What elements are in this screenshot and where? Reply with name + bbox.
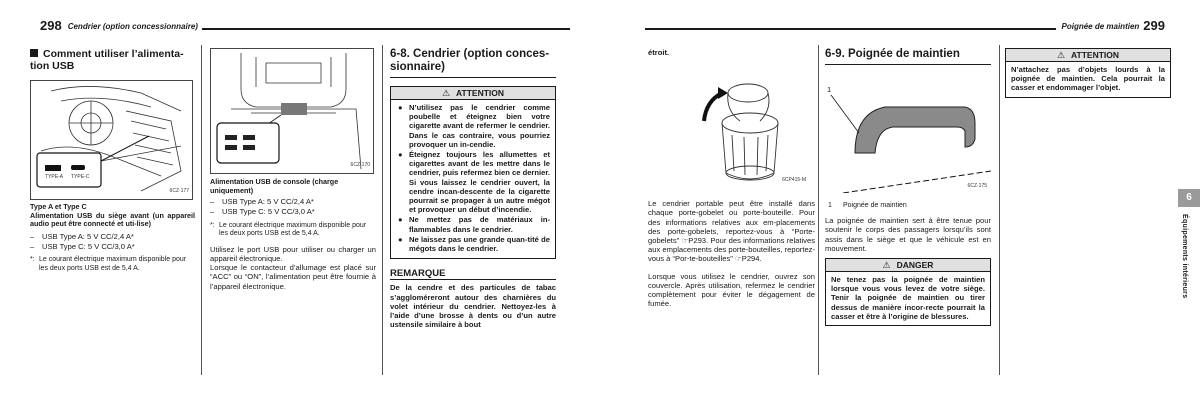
right-col-1 xyxy=(648,48,815,308)
page-number: 299 xyxy=(1143,18,1165,33)
remark-section xyxy=(390,269,556,329)
body-paragraph: Le cendrier portable peut être installé dans chaque porte-gobelet ou porte-bouteille. Pour des informations relatives aux em-placements des porte-gobelets, reportez-vous à “Porte-gobelets” ☞P293. Pour des informations relatives aux emplacements des porte-bouteilles, reportez-vous à “Por-te-bouteilles” ☞P294. xyxy=(648,199,815,264)
body-paragraph: La poignée de maintien sert à être tenue pour soutenir le corps des passagers lorsqu’ils sont assis dans le siège et que le véhicule est en mouvement. xyxy=(825,216,991,253)
header-rule xyxy=(202,28,570,30)
figure-code: 6CZ·175 xyxy=(967,182,987,189)
list-item: – USB Type C: 5 V CC/3,0 A* xyxy=(30,241,135,251)
left-col-2 xyxy=(210,48,376,291)
chapter-tab: 6 xyxy=(1178,189,1200,207)
column-divider xyxy=(999,45,1000,375)
chapter-label: Équipements intérieurs xyxy=(1181,214,1188,299)
figure-code: 6CZ·170 xyxy=(350,161,370,168)
callout-number: 1 xyxy=(827,85,832,94)
footnote: *: Le courant électrique maximum disponible pour les deux ports USB est de 5,4 A. xyxy=(30,256,187,272)
warning-header: ⚠ ATTENTION xyxy=(1006,49,1170,62)
figure-code: 6CZ·177 xyxy=(169,187,189,194)
figure-front-seat-usb xyxy=(30,80,193,200)
square-bullet-icon xyxy=(30,49,38,57)
danger-box xyxy=(825,258,991,326)
usb-label-a: TYPE-A xyxy=(45,174,64,180)
running-title: Cendrier (option concessionnaire) xyxy=(67,22,198,31)
warning-box xyxy=(1005,48,1171,98)
ashtray-illustration xyxy=(648,63,814,193)
list-item: – USB Type A: 5 V CC/2,4 A* xyxy=(30,231,134,241)
figure-grab-handle xyxy=(825,73,991,193)
warning-box xyxy=(390,86,556,259)
usb-spec-list xyxy=(210,197,376,216)
danger-body: Ne tenez pas la poignée de maintien lorsque vous vous levez de votre siège. Tenir la poignée de maintien ou tirer dessus de manière incor-recte pourrait la casser et être à l’origine de blessures. xyxy=(831,275,985,321)
danger-header: ⚠ DANGER xyxy=(826,259,990,272)
list-item: ● Ne mettez pas de matériaux in-flammables dans le cendrier. xyxy=(398,215,550,234)
body-paragraph: Utilisez le port USB pour utiliser ou charger un appareil électronique. xyxy=(210,244,376,263)
figure-console-usb xyxy=(210,48,374,174)
column-divider xyxy=(201,45,202,375)
right-col-3 xyxy=(1005,48,1171,98)
warning-triangle-icon: ⚠ xyxy=(882,260,891,271)
body-paragraph: Lorsque le contacteur d’allumage est placé sur “ACC” ou “ON”, l’alimentation peut être fournie à l’appareil électronique. xyxy=(210,263,376,291)
remark-text: De la cendre et des particules de tabac s’aggloméreront autour des charnières du volet intérieur du cendrier. Nettoyez-les à l’aide d’une brosse à dents ou d’un autre ustensile similaire à bout xyxy=(390,283,556,330)
right-page-header xyxy=(645,18,1165,33)
list-item: – USB Type A: 5 V CC/2,4 A* xyxy=(210,197,314,207)
section-title-usb: Comment utiliser l’alimenta- tion USB xyxy=(30,48,184,72)
right-page xyxy=(600,0,1200,402)
left-col-1 xyxy=(30,48,195,273)
warning-triangle-icon: ⚠ xyxy=(441,88,451,98)
column-divider xyxy=(818,45,819,375)
remark-title: REMARQUE xyxy=(390,269,556,280)
warning-body: N’attachez pas d’objets lourds à la poignée de maintien. Cela pourrait la casser et endommager l’objet. xyxy=(1011,65,1165,93)
body-paragraph: Lorsque vous utilisez le cendrier, ouvrez son couvercle. Après utilisation, refermez le cendrier complètement pour éviter le dégagement de fumée. xyxy=(648,271,815,309)
warning-triangle-icon: ⚠ xyxy=(1056,50,1066,60)
list-item: ● Ne laissez pas une grande quan-tité de mégots dans le cendrier. xyxy=(398,234,550,254)
usb-label-c: TYPE-C xyxy=(71,174,90,180)
footnote: *: Le courant électrique maximum disponible pour les deux ports USB est de 5,4 A. xyxy=(210,221,367,238)
section-title-ashtray: 6-8. Cendrier (option conces-sionnaire) xyxy=(390,48,556,78)
usb-spec-list xyxy=(30,232,195,251)
figure-code: 6CP415-M xyxy=(782,177,806,183)
figure-legend: 1 Poignée de maintien xyxy=(828,202,907,209)
column-divider xyxy=(382,45,383,375)
warning-body xyxy=(391,100,555,258)
list-item: ● N’utilisez pas le cendrier comme poubelle et éteignez bien votre cigarette avant de refermer le cendrier. Dans le cas contraire, vous pourriez provoquer un in-cendie. xyxy=(398,103,550,149)
section-title-grab-handle: 6-9. Poignée de maintien xyxy=(825,48,991,65)
right-col-2 xyxy=(825,48,991,326)
warning-header: ⚠ ATTENTION xyxy=(391,87,555,100)
console-illustration xyxy=(211,49,374,174)
continued-text: étroit. xyxy=(648,48,670,57)
figure-caption: Alimentation USB de console (charge uniquement) xyxy=(210,177,339,195)
left-col-3 xyxy=(390,48,556,329)
page-number: 298 xyxy=(40,18,62,33)
header-rule xyxy=(645,28,1056,30)
running-title: Poignée de maintien xyxy=(1061,22,1140,31)
list-item: – USB Type C: 5 V CC/3,0 A* xyxy=(210,207,315,217)
handle-illustration xyxy=(825,73,991,193)
figure-portable-ashtray xyxy=(648,63,814,193)
list-item: ● Éteignez toujours les allumettes et cigarettes avant de les mettre dans le cendrier, puis refermez bien ce dernier. Si vous laissez le cendrier ouvert, la cendre incan-descente de la cigarette pourrait se propager à un autre mégot et provoquer un début d’incendie. xyxy=(398,150,550,215)
figure-caption: Type A et Type C Alimentation USB du siège avant (un appareil audio peut être connecté et uti-lise) xyxy=(30,202,195,229)
left-page-header xyxy=(40,18,570,33)
